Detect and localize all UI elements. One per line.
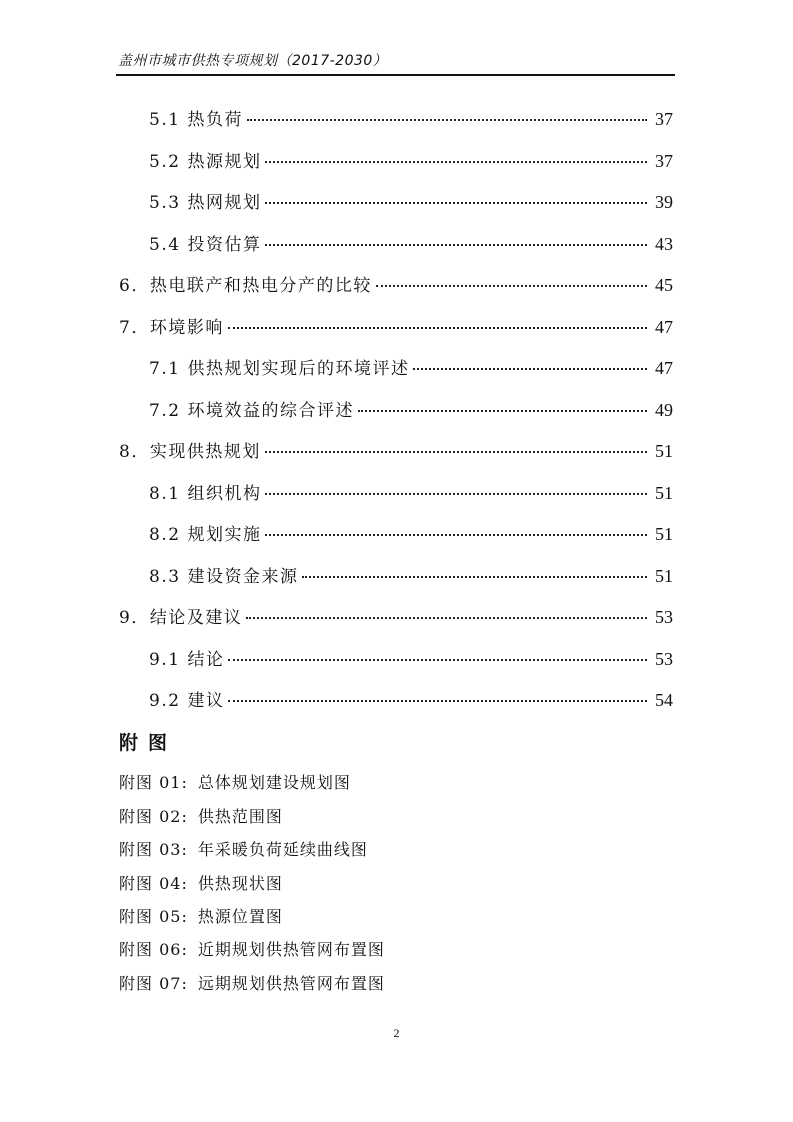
toc-entry-page: 54: [655, 690, 673, 710]
appendix-item: [119, 804, 283, 827]
appendix-item: [119, 871, 283, 894]
appendix-item: [119, 770, 351, 793]
toc-entry-label: 5.3 热网规划: [149, 193, 262, 213]
appendix-heading: 附图: [119, 732, 178, 754]
toc-entry[interactable]: [119, 313, 673, 341]
toc-entry[interactable]: [149, 686, 673, 714]
toc-entry-page: 37: [655, 151, 673, 171]
appendix-item: [119, 971, 385, 994]
dot-leader: [265, 451, 647, 453]
toc-entry[interactable]: [149, 354, 673, 382]
toc-entry[interactable]: [149, 520, 673, 548]
toc-entry-page: 39: [655, 192, 673, 212]
toc-entry-label: 5.1 热负荷: [149, 110, 243, 130]
dot-leader: [265, 534, 647, 536]
dot-leader: [265, 202, 647, 204]
toc-entry-label: 8．实现供热规划: [119, 442, 261, 462]
toc-entry-label: 6．热电联产和热电分产的比较: [119, 276, 372, 296]
toc-entry-page: 51: [655, 441, 673, 461]
toc-entry-label: 8.3 建设资金来源: [149, 567, 299, 587]
toc-entry-page: 43: [655, 234, 673, 254]
toc-entry-label: 9.2 建议: [149, 691, 225, 711]
appendix-item-code: 附图 07:: [119, 974, 188, 993]
appendix-item-title: 近期规划供热管网布置图: [197, 940, 385, 959]
appendix-item-code: 附图 05:: [119, 907, 188, 926]
toc-entry-label: 8.2 规划实施: [149, 525, 262, 545]
toc-entry[interactable]: [149, 105, 673, 133]
dot-leader: [265, 493, 647, 495]
dot-leader: [302, 576, 647, 578]
toc-entry-label: 7.1 供热规划实现后的环境评述: [149, 359, 410, 379]
dot-leader: [228, 327, 647, 329]
dot-leader: [413, 368, 647, 370]
dot-leader: [376, 285, 647, 287]
toc-entry[interactable]: [149, 645, 673, 673]
toc-entry-label: 8.1 组织机构: [149, 484, 262, 504]
dot-leader: [265, 161, 647, 163]
dot-leader: [247, 119, 647, 121]
toc-entry-label: 9．结论及建议: [119, 608, 243, 628]
toc-entry[interactable]: [149, 479, 673, 507]
toc-entry-page: 53: [655, 649, 673, 669]
appendix-item-code: 附图 03:: [119, 840, 188, 859]
toc-entry-label: 7.2 环境效益的综合评述: [149, 401, 354, 421]
toc-entry-label: 9.1 结论: [149, 650, 225, 670]
running-header-title: 盖州市城市供热专项规划（2017-2030）: [118, 53, 388, 69]
toc-entry-page: 53: [655, 607, 673, 627]
toc-entry-page: 51: [655, 524, 673, 544]
appendix-item-code: 附图 06:: [119, 940, 188, 959]
toc-entry[interactable]: [149, 147, 673, 175]
dot-leader: [228, 659, 647, 661]
toc-entry-page: 51: [655, 566, 673, 586]
toc-entry[interactable]: [149, 562, 673, 590]
toc-entry-label: 7．环境影响: [119, 318, 224, 338]
appendix-item-code: 附图 04:: [119, 874, 188, 893]
appendix-item-code: 附图 02:: [119, 807, 188, 826]
toc-entry-page: 49: [655, 400, 673, 420]
toc-entry-label: 5.4 投资估算: [149, 235, 262, 255]
appendix-item-title: 热源位置图: [197, 907, 283, 926]
page-number: 2: [393, 1026, 400, 1040]
dot-leader: [358, 410, 647, 412]
toc-entry-page: 47: [655, 317, 673, 337]
toc-entry-page: 37: [655, 109, 673, 129]
toc-entry[interactable]: [149, 230, 673, 258]
dot-leader: [265, 244, 647, 246]
toc-entry-page: 45: [655, 275, 673, 295]
toc-entry-page: 47: [655, 358, 673, 378]
toc-entry[interactable]: [149, 396, 673, 424]
toc-entry-page: 51: [655, 483, 673, 503]
appendix-item-title: 供热范围图: [197, 807, 283, 826]
appendix-item: [119, 837, 368, 860]
toc-entry[interactable]: [149, 188, 673, 216]
appendix-item-code: 附图 01:: [119, 773, 188, 792]
header-rule: [116, 74, 675, 76]
appendix-item: [119, 904, 283, 927]
appendix-item: [119, 937, 385, 960]
dot-leader: [228, 700, 647, 702]
appendix-item-title: 远期规划供热管网布置图: [197, 974, 385, 993]
toc-entry[interactable]: [119, 437, 673, 465]
appendix-item-title: 供热现状图: [197, 874, 283, 893]
toc-entry[interactable]: [119, 603, 673, 631]
appendix-item-title: 总体规划建设规划图: [197, 773, 351, 792]
toc-entry[interactable]: [119, 271, 673, 299]
toc-entry-label: 5.2 热源规划: [149, 152, 262, 172]
dot-leader: [246, 617, 647, 619]
appendix-item-title: 年采暖负荷延续曲线图: [197, 840, 368, 859]
